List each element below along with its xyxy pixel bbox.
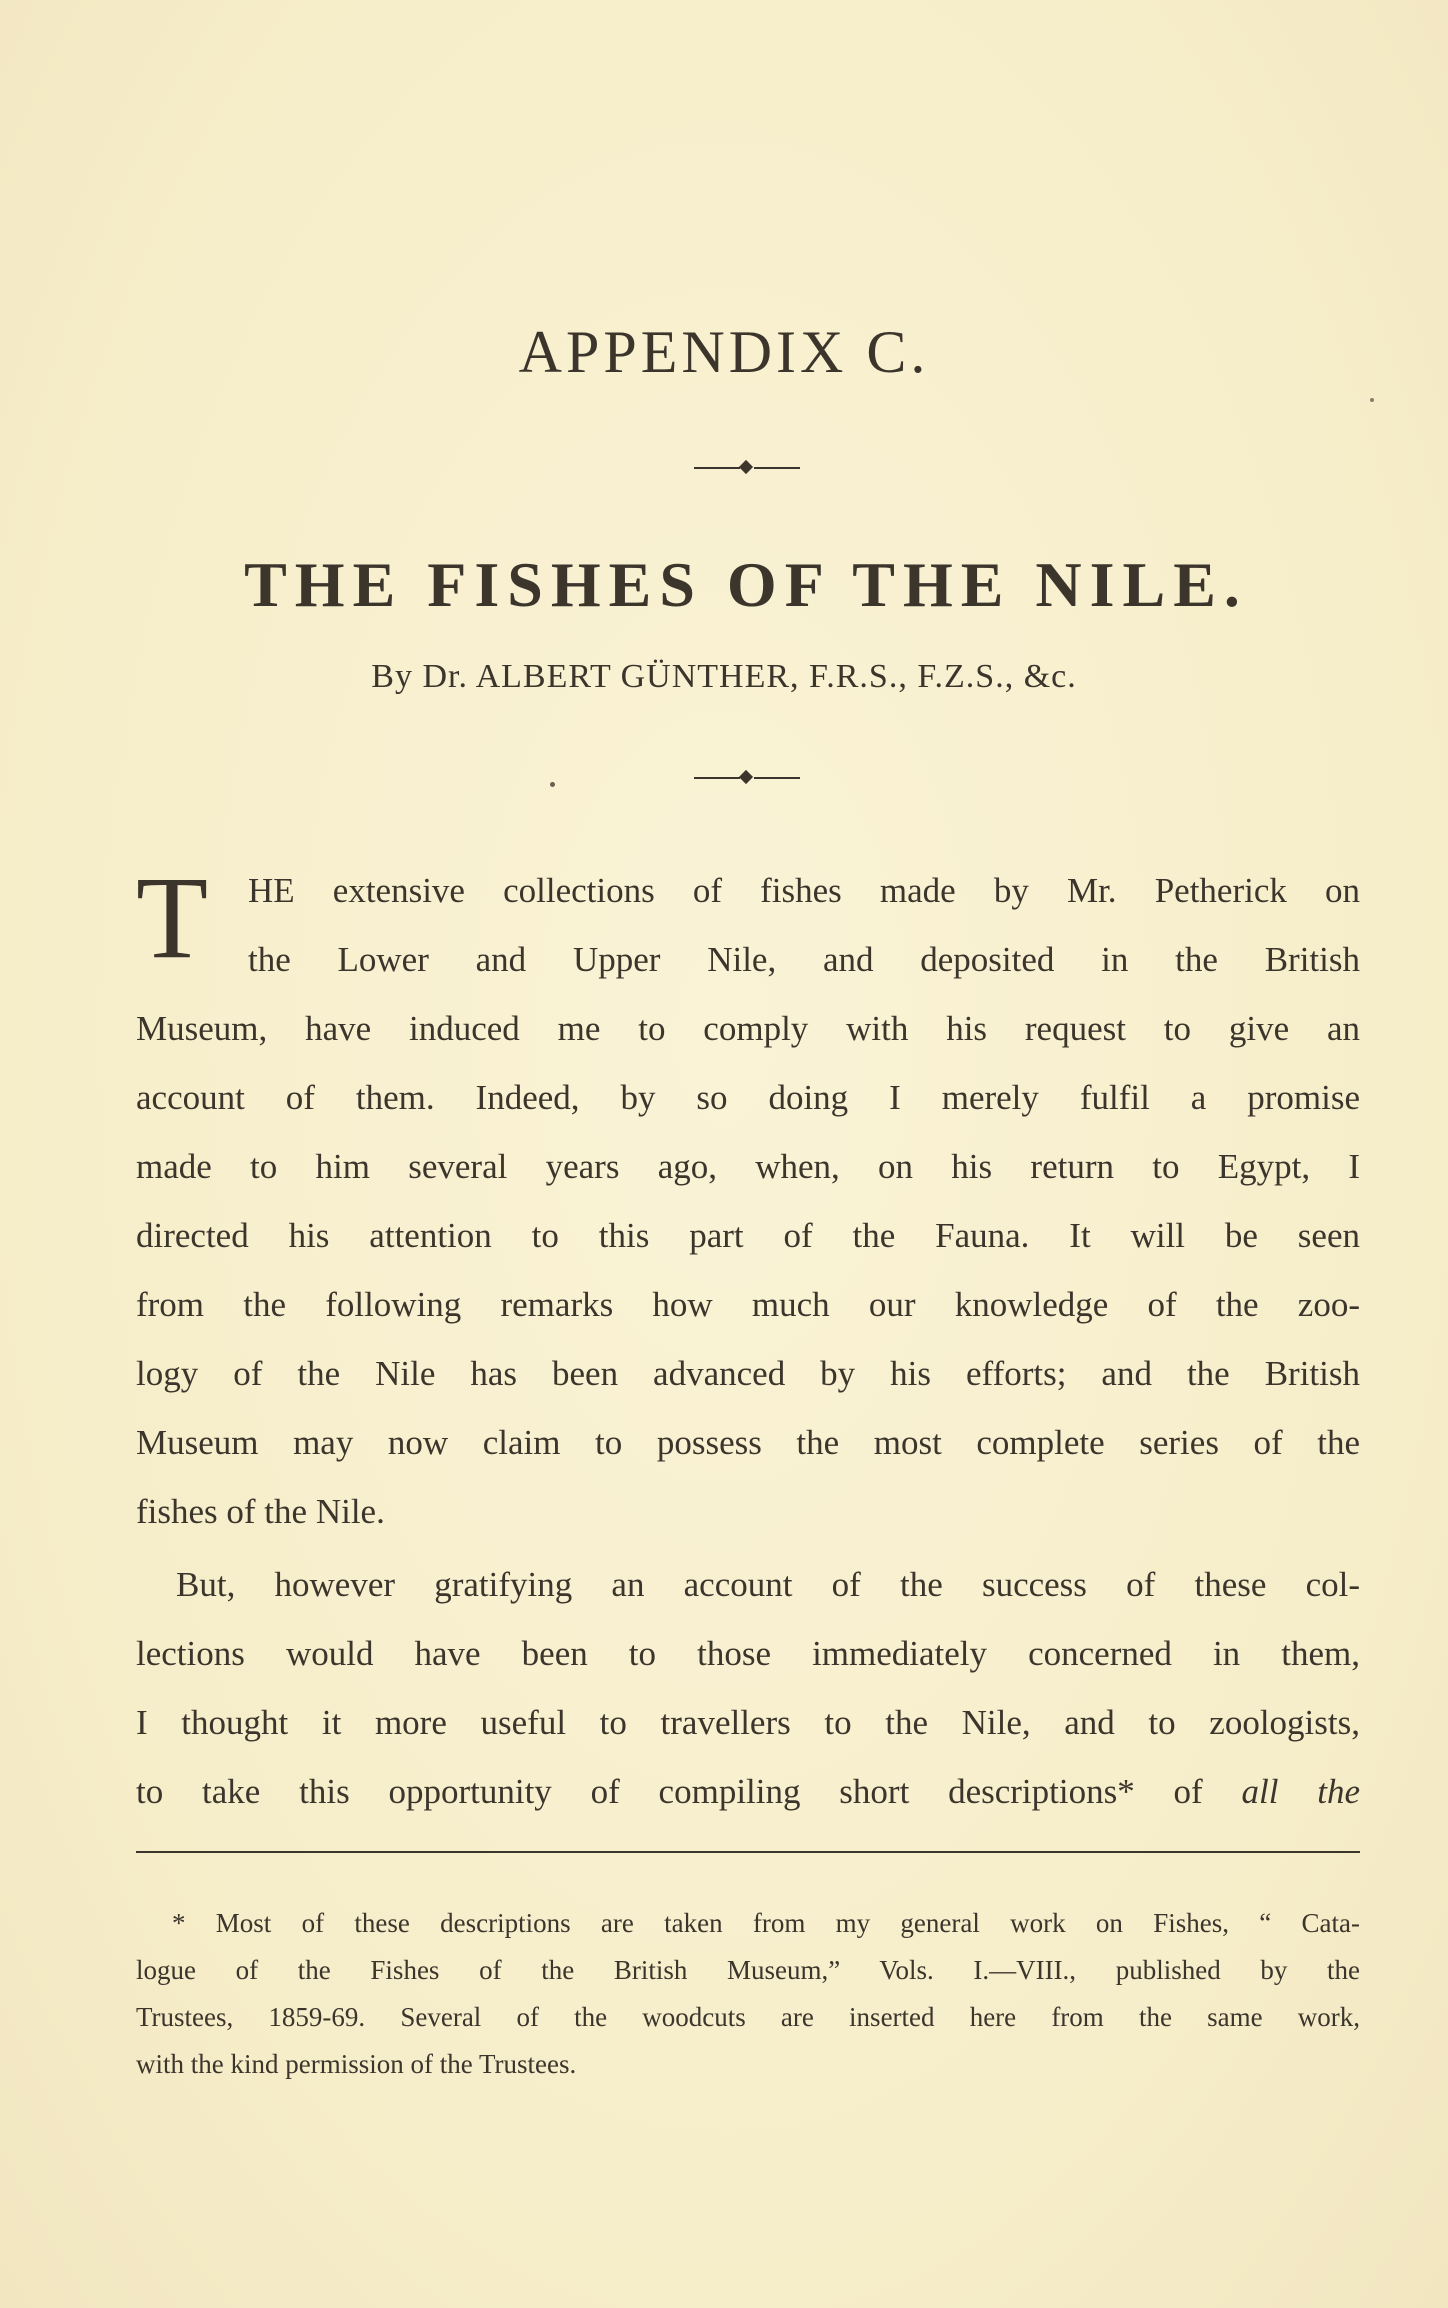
footnote-line: Trustees, 1859-69. Several of the woodcuts are inserted here from the same work, (136, 2002, 1360, 2032)
diamond-ornament-icon (739, 460, 753, 474)
page-title: THE FISHES OF THE NILE. (244, 549, 1248, 620)
text-line: account of them. Indeed, by so doing I merely fulfil a promise (136, 1078, 1360, 1117)
text-line: from the following remarks how much our knowledge of the zoo- (136, 1285, 1360, 1324)
margin-speck (1370, 398, 1374, 402)
text-line: Museum may now claim to possess the most complete series of the (136, 1423, 1360, 1462)
appendix-heading: APPENDIX C. (518, 319, 930, 385)
italic-text: all the (1241, 1772, 1361, 1811)
text-line: I thought it more useful to travellers to the Nile, and to zoologists, (136, 1703, 1360, 1742)
footnote-line: with the kind permission of the Trustees. (136, 2049, 577, 2079)
ornament-divider-top (694, 458, 800, 478)
text-line (136, 1757, 1360, 1826)
text-line: HE extensive collections of fishes made by Mr. Petherick on (248, 871, 1360, 910)
ink-dot (550, 782, 555, 787)
author-byline: By Dr. ALBERT GÜNTHER, F.R.S., F.Z.S., &c. (371, 658, 1077, 695)
text-line: logy of the Nile has been advanced by his efforts; and the British (136, 1354, 1360, 1393)
footnote-rule (136, 1851, 1360, 1853)
text-line: the Lower and Upper Nile, and deposited in the British (248, 940, 1360, 979)
ornament-divider-bottom (694, 768, 800, 788)
body-text (136, 852, 1361, 1826)
footnote (136, 1900, 1360, 2088)
text-line: Museum, have induced me to comply with his request to give an (136, 1009, 1360, 1048)
footnote-line: * Most of these descriptions are taken from my general work on Fishes, “ Cata- (172, 1908, 1360, 1938)
text-line: But, however gratifying an account of the success of these col- (176, 1565, 1360, 1604)
text-line: lections would have been to those immediately concerned in them, (136, 1634, 1360, 1673)
diamond-ornament-icon (739, 770, 753, 784)
text-line: fishes of the Nile. (136, 1492, 385, 1531)
drop-cap: T (136, 852, 209, 983)
text-line: directed his attention to this part of the Fauna. It will be seen (136, 1216, 1360, 1255)
text-line: made to him several years ago, when, on his return to Egypt, I (136, 1147, 1360, 1186)
text-segment: to take this opportunity of compiling short descriptions* of (136, 1772, 1203, 1811)
footnote-line: logue of the Fishes of the British Museum,” Vols. I.—VIII., published by the (136, 1955, 1360, 1985)
